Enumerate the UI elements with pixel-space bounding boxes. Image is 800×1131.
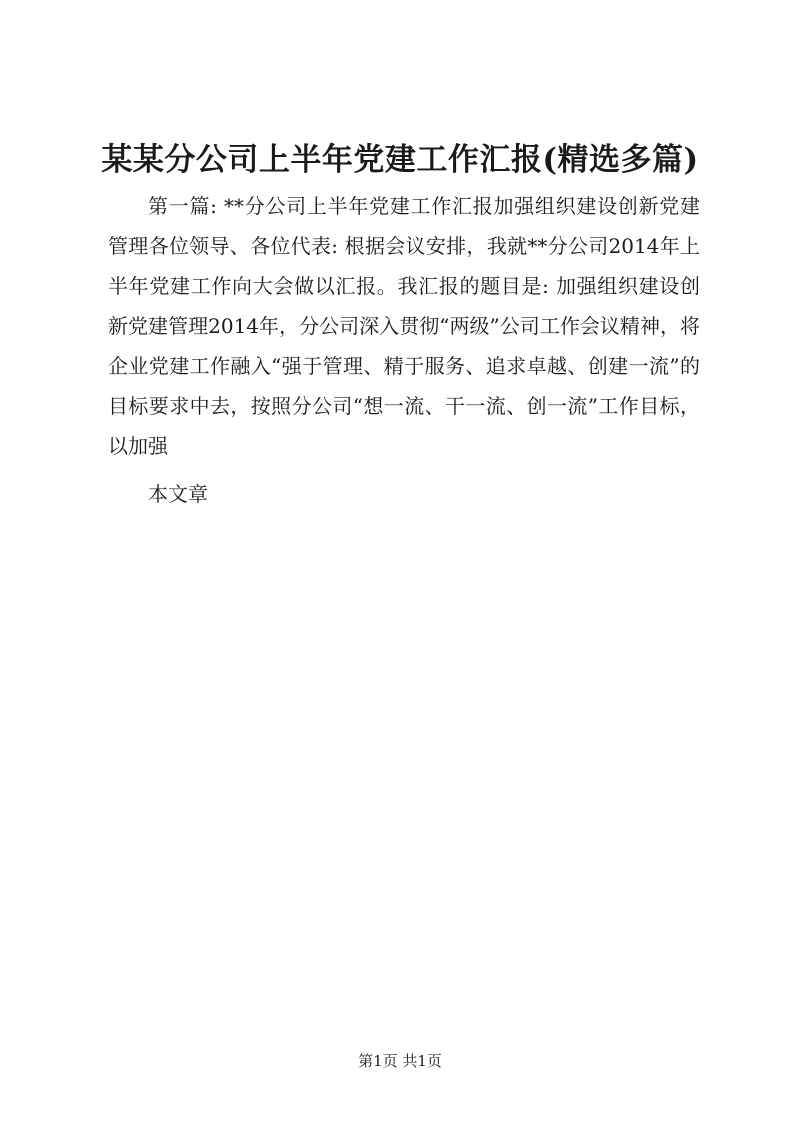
document-title: 某某分公司上半年党建工作汇报(精选多篇) bbox=[101, 142, 699, 178]
page-footer: 第1页 共1页 bbox=[358, 1052, 442, 1070]
body-paragraph: 第一篇: **分公司上半年党建工作汇报加强组织建设创新党建管理各位领导、各位代表: 根据会议安排，我就**分公司2014年上半年党建工作向大会做以汇报。我汇报的题目是: 加强组织建设创新党建管理2014年，分公司深入贯彻“两级”公司工作会议精神，将企业党建工作融入“强于管理、精于服务、追求卓越、创建一流”的目标要求中去，按照分公司“想一流、干一流、创一流”工作目标，以加强 bbox=[108, 194, 700, 458]
trailing-paragraph: 本文章 bbox=[148, 482, 208, 506]
